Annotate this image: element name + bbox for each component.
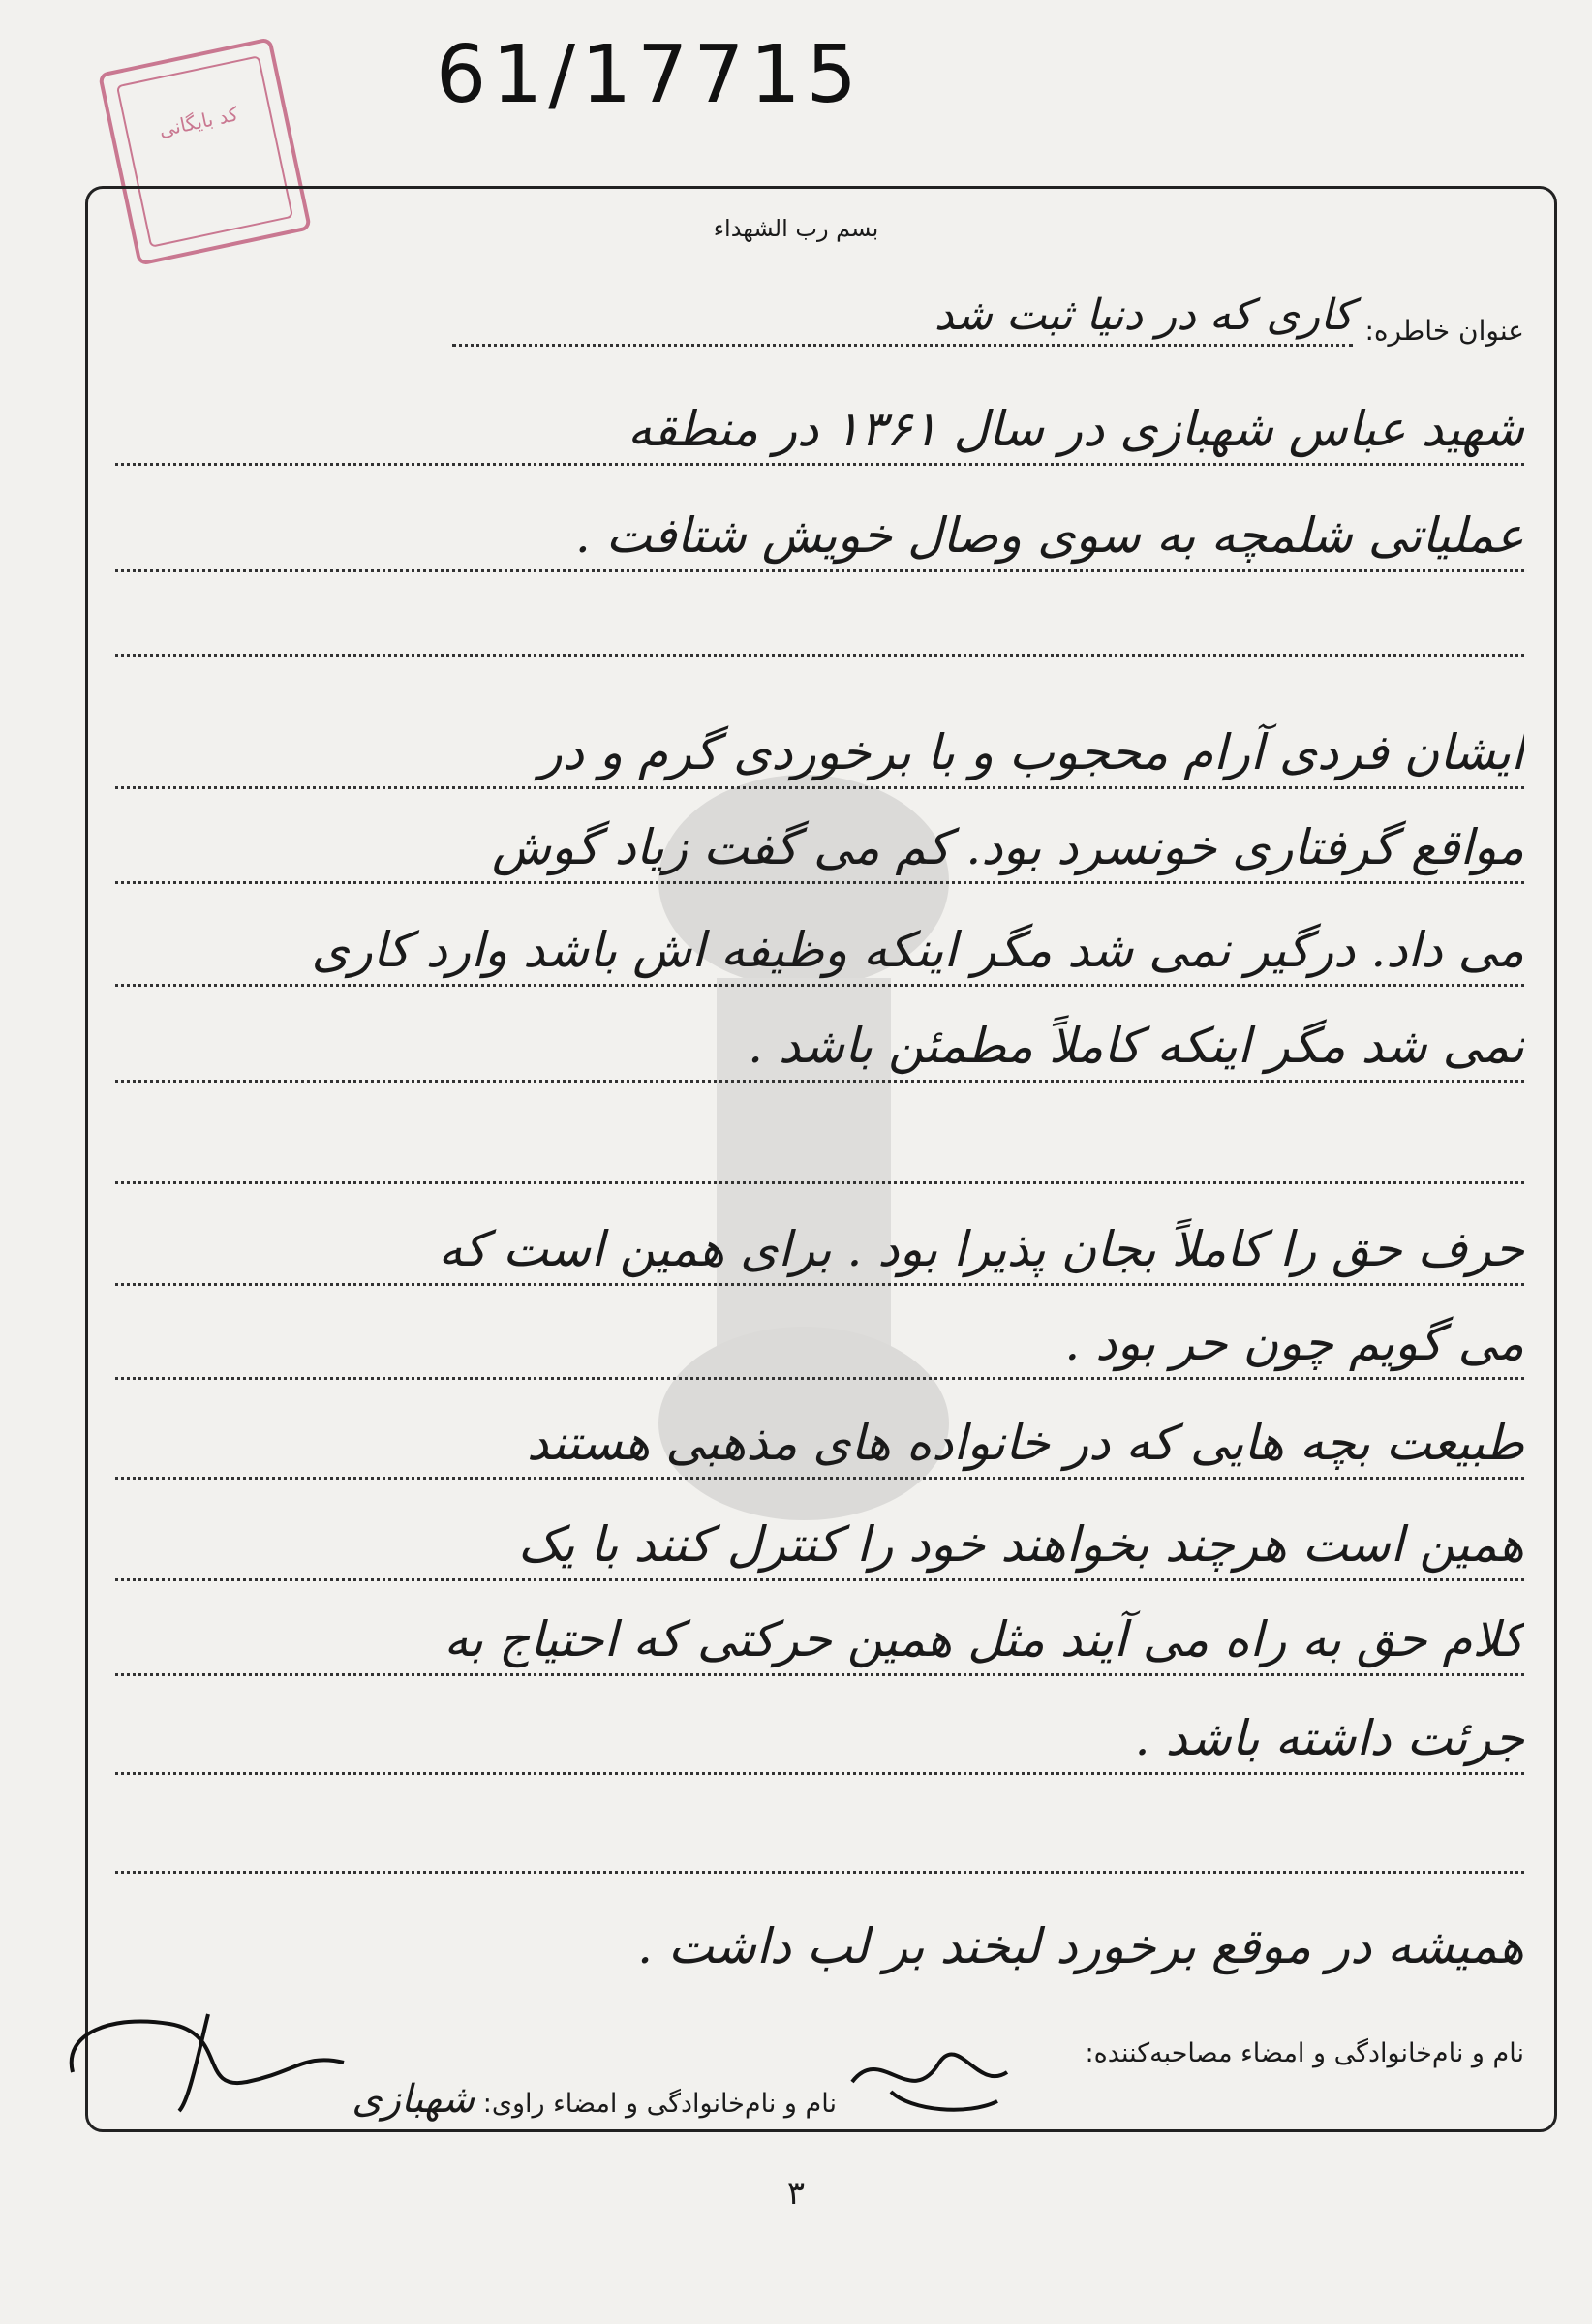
narrator-name: شهبازی xyxy=(352,2077,475,2122)
memoir-line-3 xyxy=(115,586,1524,657)
memoir-line-4: ایشان فردی آرام محجوب و با برخوردی گرم و در xyxy=(115,719,1524,789)
memoir-line-2: عملیاتی شلمچه به سوی وصال خویش شتافت . xyxy=(115,502,1524,572)
interviewer-signature-icon xyxy=(833,2024,1026,2121)
memoir-title-value: کاری که در دنیا ثبت شد xyxy=(452,290,1353,347)
page-number: ۳ xyxy=(786,2174,806,2213)
memoir-line-5: مواقع گرفتاری خونسرد بود. کم می گفت زیاد گوش xyxy=(115,813,1524,884)
memoir-title-row xyxy=(452,290,1524,347)
memoir-line-11: طبیعت بچه هایی که در خانواده های مذهبی هستند xyxy=(115,1409,1524,1480)
interviewer-signature-label: نام و نام‌خانوادگی و امضاء مصاحبه‌کننده: xyxy=(1085,2038,1524,2068)
memoir-line-10: می گویم چون حر بود . xyxy=(115,1309,1524,1380)
narrator-signature-row xyxy=(352,2077,837,2122)
archive-number: 61/17715 xyxy=(436,29,863,121)
memoir-line-12: همین است هرچند بخواهند خود را کنترل کنند با یک xyxy=(115,1511,1524,1581)
narrator-signature-label: نام و نام‌خانوادگی و امضاء راوی: xyxy=(482,2089,837,2119)
basmala-header: بسم رب الشهداء xyxy=(713,215,879,242)
memoir-title-label: عنوان خاطره: xyxy=(1364,315,1524,347)
memoir-line-14: جرئت داشته باشد . xyxy=(115,1704,1524,1775)
memoir-line-8 xyxy=(115,1114,1524,1184)
memoir-line-13: کلام حق به راه می آیند مثل همین حرکتی که احتیاج به xyxy=(115,1605,1524,1676)
memoir-line-16: همیشه در موقع برخورد لبخند بر لب داشت . xyxy=(637,1918,1524,1974)
memoir-line-15 xyxy=(115,1803,1524,1874)
memoir-line-6: می داد. درگیر نمی شد مگر اینکه وظیفه اش باشد وارد کاری xyxy=(115,916,1524,987)
archive-stamp-text: کد بایگانی xyxy=(116,55,293,248)
memoir-line-1: شهید عباس شهبازی در سال ۱۳۶۱ در منطقه xyxy=(115,395,1524,466)
memoir-line-9: حرف حق را کاملاً بجان پذیرا بود . برای همین است که xyxy=(115,1215,1524,1286)
memoir-line-7: نمی شد مگر اینکه کاملاً مطمئن باشد . xyxy=(115,1012,1524,1083)
